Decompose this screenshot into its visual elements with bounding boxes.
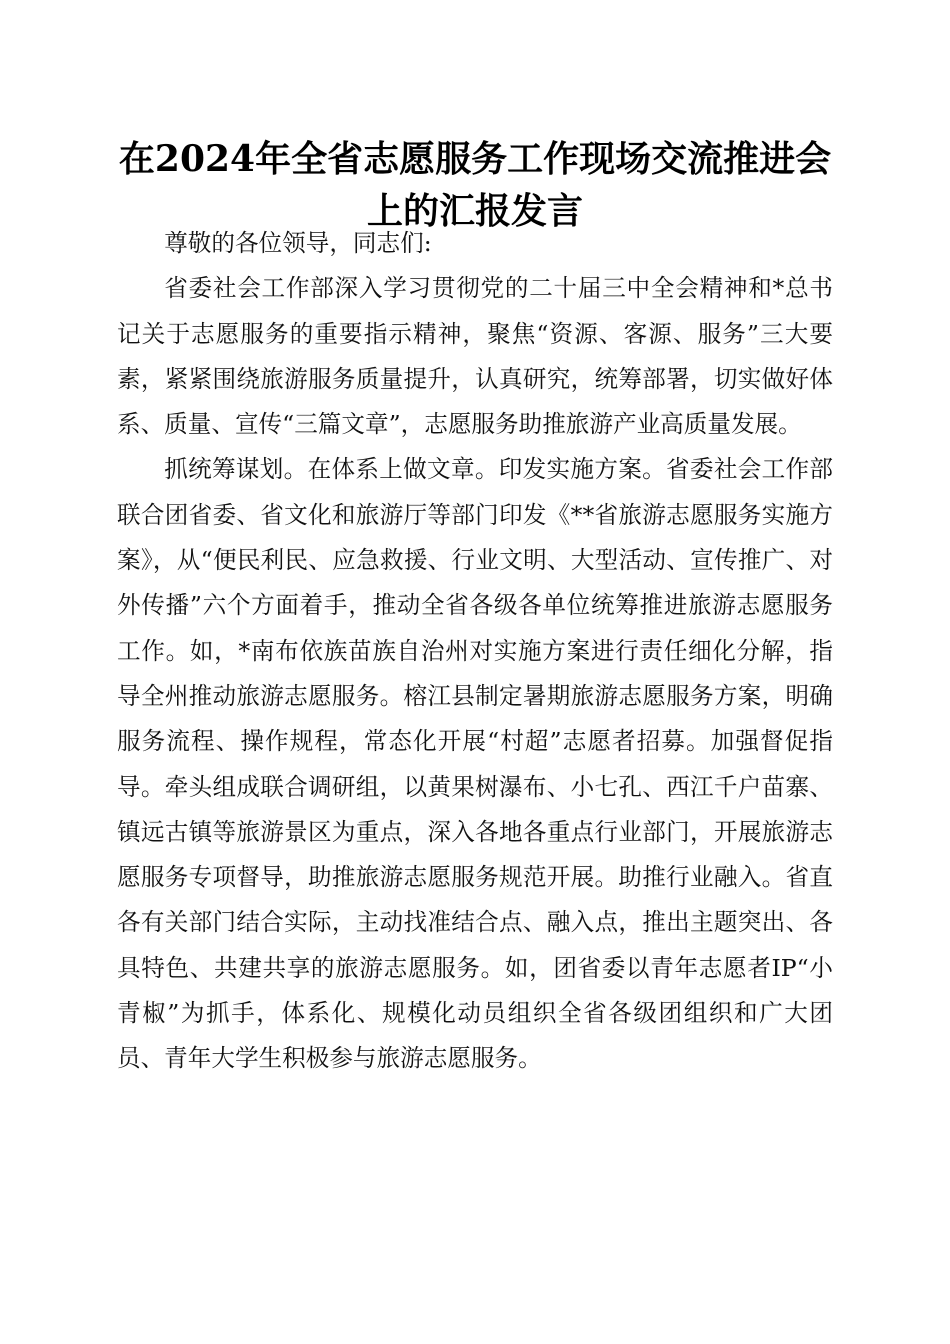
intro-paragraph: 省委社会工作部深入学习贯彻党的二十届三中全会精神和*总书记关于志愿服务的重要指示精神，聚焦“资源、客源、服务”三大要素，紧紧围绕旅游服务质量提升，认真研究，统筹部署，切实做好体系、质量、宣传“三篇文章”，志愿服务助推旅游产业高质量发展。 — [117, 274, 833, 439]
section-paragraph: 抓统筹谋划。在体系上做文章。印发实施方案。省委社会工作部联合团省委、省文化和旅游厅等部门印发《**省旅游志愿服务实施方案》，从“便民利民、应急救援、行业文明、大型活动、宣传推广、对外传播”六个方面着手，推动全省各级各单位统筹推进旅游志愿服务工作。如，*南布依族苗族自治州对实施方案进行责任细化分解，指导全州推动旅游志愿服务。榕江县制定暑期旅游志愿服务方案，明确服务流程、操作规程，常态化开展“村超”志愿者招募。加强督促指导。牵头组成联合调研组，以黄果树瀑布、小七孔、西江千户苗寨、镇远古镇等旅游景区为重点，深入各地各重点行业部门，开展旅游志愿服务专项督导，助推旅游志愿服务规范开展。助推行业融入。省直各有关部门结合实际，主动找准结合点、融入点，推出主题突出、各具特色、共建共享的旅游志愿服务。如，团省委以青年志愿者IP“小青椒”为抓手，体系化、规模化动员组织全省各级团组织和广大团员、青年大学生积极参与旅游志愿服务。 — [117, 455, 833, 1073]
document-body — [117, 221, 833, 1082]
salutation-paragraph: 尊敬的各位领导，同志们: — [164, 229, 432, 257]
document-title: 在2024年全省志愿服务工作现场交流推进会上的汇报发言 — [118, 138, 832, 232]
